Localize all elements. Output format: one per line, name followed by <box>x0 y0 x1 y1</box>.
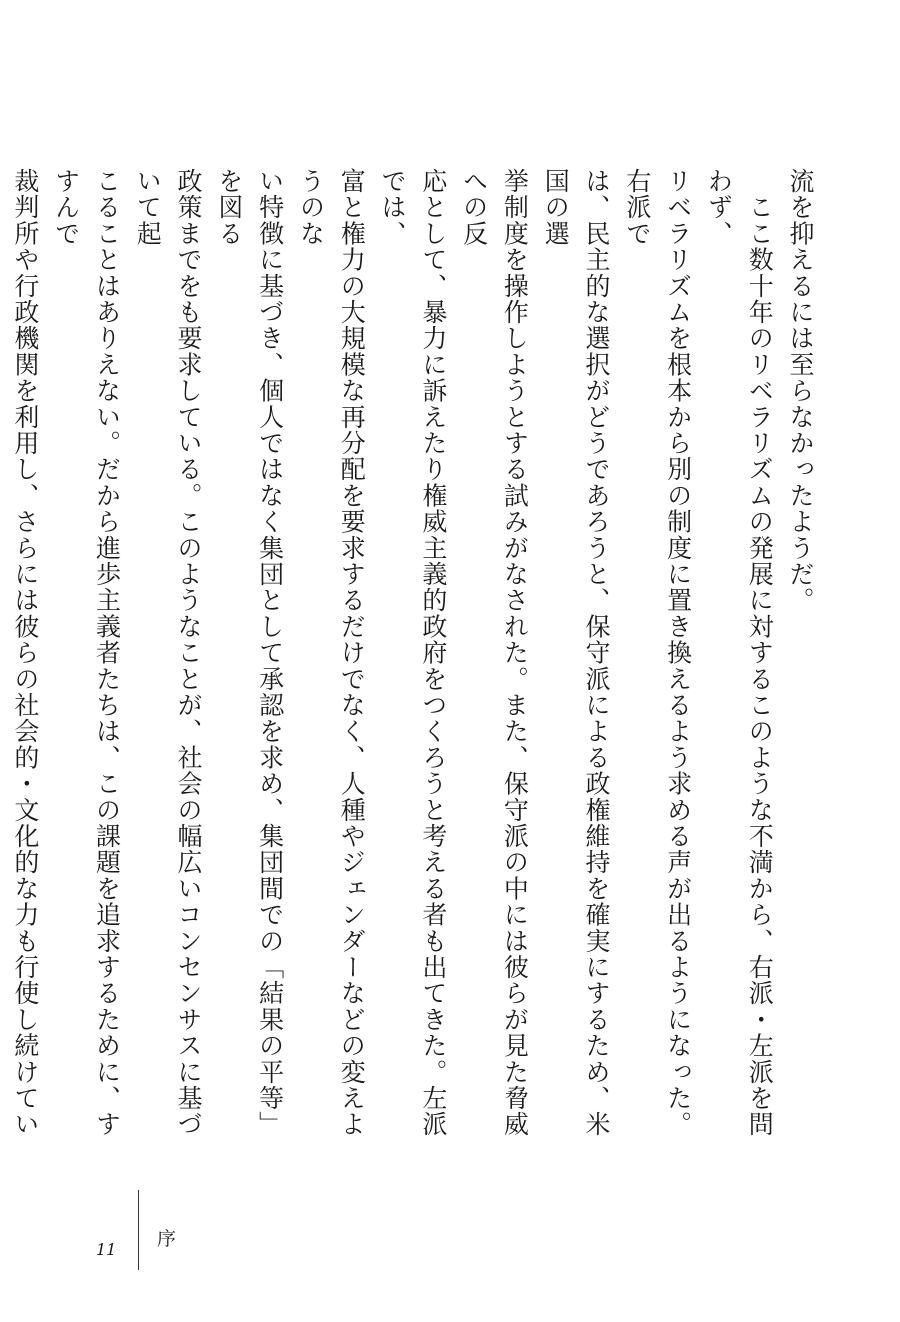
text-column: 政策までをも要求している。このようなことが、社会の幅広いコンセンサスに基づいて起 <box>133 168 204 1138</box>
text-column: こることはありえない。だから進歩主義者たちは、この課題を追求するために、すすんで <box>51 168 122 1138</box>
text-column: 富と権力の大規模な再分配を要求するだけでなく、人種やジェンダーなどの変えようのな <box>296 168 367 1138</box>
page-number: 11 <box>96 1240 117 1259</box>
running-head: 序 <box>157 1228 177 1250</box>
text-column: 応として、暴力に訴えたり権威主義的政府をつくろうと考える者も出てきた。左派では、 <box>378 168 448 1138</box>
text-column: は、民主的な選択がどうであろうと、保守派による政権維持を確実にするため、米国の選 <box>541 168 612 1138</box>
text-column: い特徴に基づき、個人ではなく集団として承認を求め、集団間での「結果の平等」を図る <box>214 168 285 1138</box>
running-head-divider <box>138 1190 139 1270</box>
text-column: リベラリズムを根本から別の制度に置き換えるよう求める声が出るようになった。右派で <box>622 168 693 1138</box>
text-column: ここ数十年のリベラリズムの発展に対するこのような不満から、右派・左派を問わず、 <box>704 168 775 1138</box>
text-column: 挙制度を操作しようとする試みがなされた。また、保守派の中には彼らが見た脅威への反 <box>459 168 530 1138</box>
body-text <box>0 168 820 1148</box>
text-column: 裁判所や行政機関を利用し、さらには彼らの社会的・文化的な力も行使し続けてい <box>10 168 40 1138</box>
text-column: 流を抑えるには至らなかったようだ。 <box>786 168 815 614</box>
